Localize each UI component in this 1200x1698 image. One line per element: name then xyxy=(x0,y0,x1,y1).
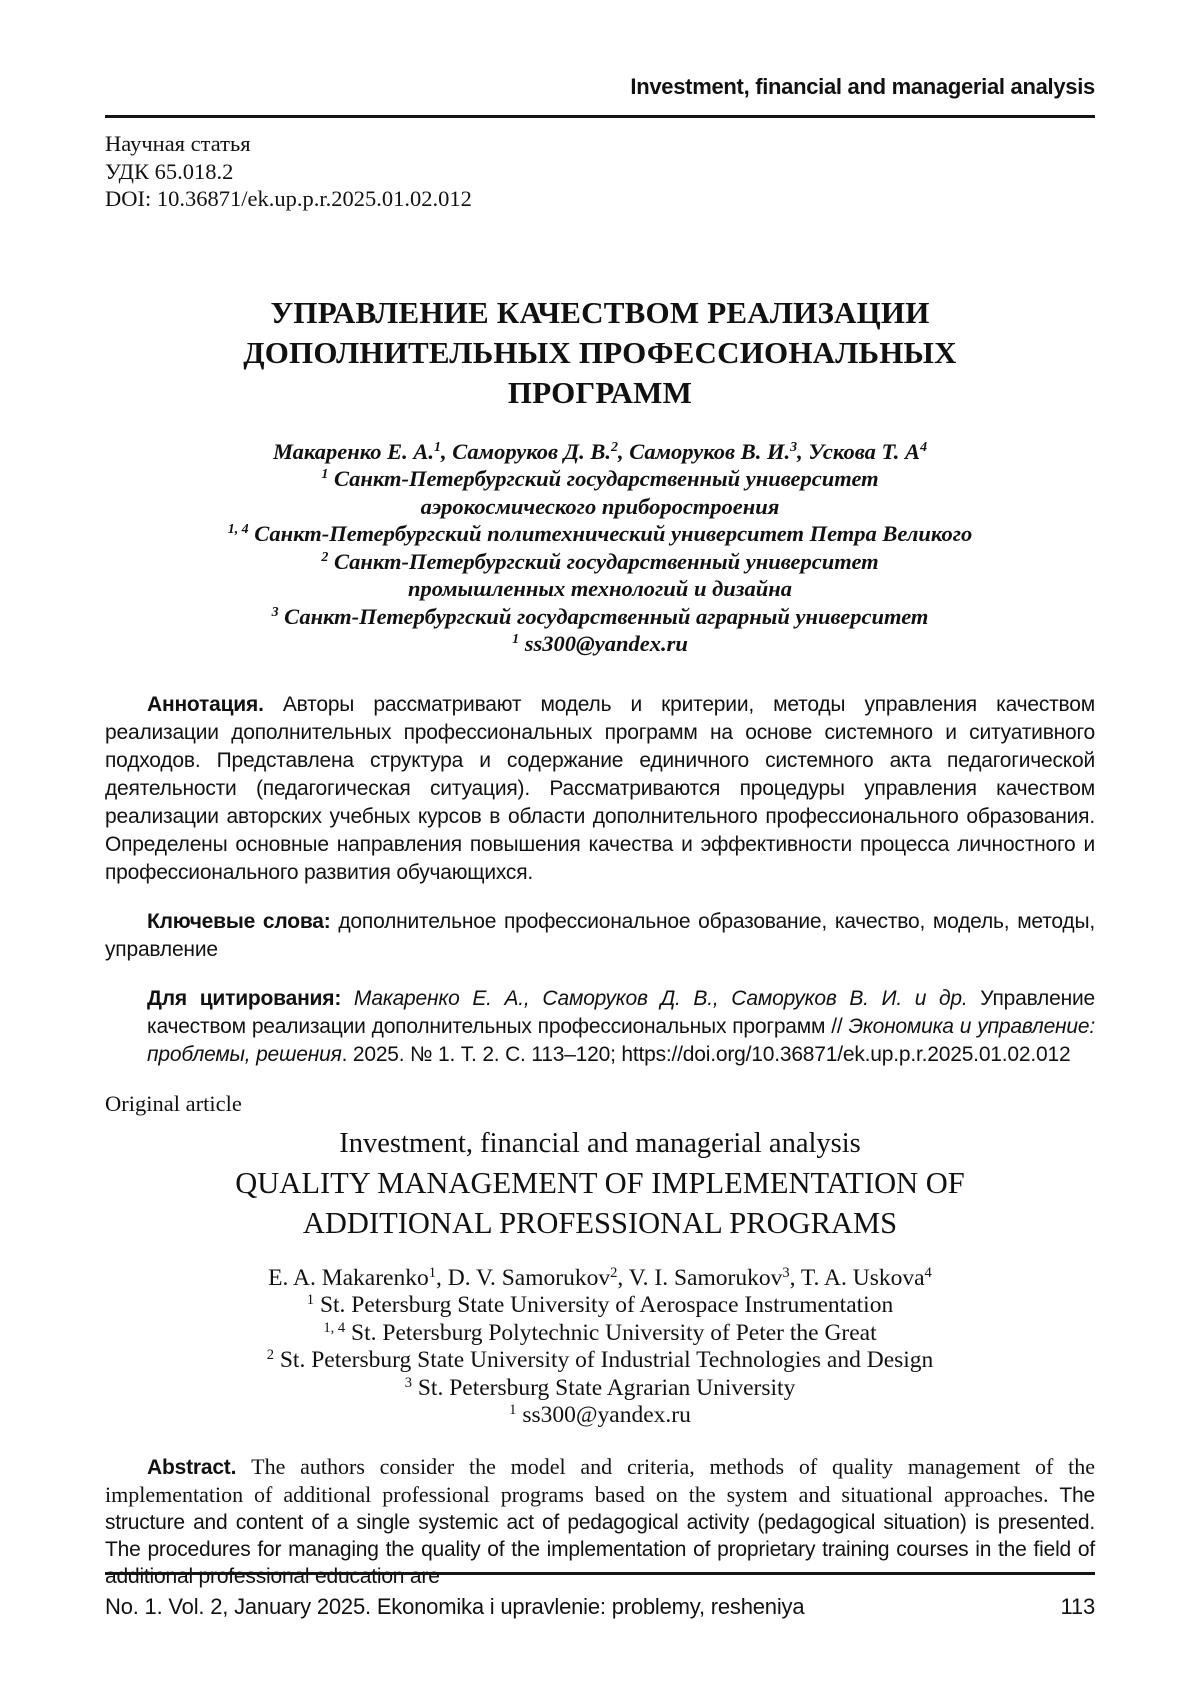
footer-rule xyxy=(105,1572,1095,1575)
en-title-line: ADDITIONAL PROFESSIONAL PROGRAMS xyxy=(302,1205,898,1240)
udc-number: УДК 65.018.2 xyxy=(105,158,234,184)
ru-affiliation: $^2$ Санкт-Петербургский государственный университет xyxy=(321,548,879,574)
en-section-heading: Investment, financial and managerial analysis xyxy=(339,1127,861,1159)
ru-author-email: $^1$ ss300@yandex.ru xyxy=(512,631,688,656)
ru-affiliation: аэрокосмического приборостроения xyxy=(420,493,780,519)
ru-affiliation: $^{1, 4}$ Санкт-Петербургский политехнический университет Петра Великого xyxy=(227,521,973,546)
en-abstract: Abstract. The authors consider the model and criteria, methods of quality management of the implementation of additional professional programs based on the system and situational approaches. The structure and content of a single systemic act of pedagogical activity (pedagogical situation) is presented. The procedures for managing the quality of the implementation of proprietary training courses in the field of additional professional education are xyxy=(105,1453,1095,1588)
ru-title-line: ПРОГРАММ xyxy=(507,374,693,410)
footer-issue-info: No. 1. Vol. 2, January 2025. Ekonomika i upravlenie: problemy, resheniya xyxy=(105,1594,805,1619)
ru-affiliation: промышленных технологий и дизайна xyxy=(407,576,793,601)
en-affiliation: $^3$ St. Petersburg State Agrarian University xyxy=(404,1374,796,1401)
running-head: Investment, financial and managerial analysis xyxy=(630,74,1095,99)
en-article-title xyxy=(105,1163,1095,1243)
ru-title-line: УПРАВЛЕНИЕ КАЧЕСТВОМ РЕАЛИЗАЦИИ xyxy=(270,294,930,330)
ru-article-title xyxy=(105,293,1095,413)
doi-number: DOI: 10.36871/ek.up.p.r.2025.01.02.012 xyxy=(105,186,472,211)
meta-block xyxy=(105,130,1095,213)
en-affiliation: $^1$ St. Petersburg State University of Aerospace Instrumentation xyxy=(306,1292,894,1318)
header-rule xyxy=(105,115,1095,118)
en-authors: E. A. Makarenko$^1$, D. V. Samorukov$^2$, V. I. Samorukov$^3$, T. A. Uskova$^4$ xyxy=(268,1264,932,1291)
en-affiliation: $^2$ St. Petersburg State University of Industrial Technologies and Design xyxy=(266,1347,934,1373)
page-content xyxy=(105,0,1095,1590)
en-affiliation: $^{1, 4}$ St. Petersburg Polytechnic University of Peter the Great xyxy=(323,1319,877,1346)
en-author-email: $^1$ ss300@yandex.ru xyxy=(509,1402,691,1428)
ru-affiliation: $^3$ Санкт-Петербургский государственный аграрный университет xyxy=(271,603,929,629)
en-authors-block xyxy=(105,1265,1095,1430)
article-type-label: Научная статья xyxy=(105,131,251,156)
ru-title-line: ДОПОЛНИТЕЛЬНЫХ ПРОФЕССИОНАЛЬНЫХ xyxy=(243,334,957,370)
en-title-line: QUALITY MANAGEMENT OF IMPLEMENTATION OF xyxy=(235,1165,965,1200)
ru-citation: Для цитирования: Макаренко Е. А., Саморуков Д. В., Саморуков В. И. и др. Управление качеством реализации дополнительных профессиональных программ // Экономика и управление: проблемы, решения. 2025. № 1. Т. 2. С. 113–120; https://doi.org/10.36871/ek.up.p.r.2025.01.02.012 xyxy=(147,986,1095,1066)
original-article-label: Original article xyxy=(105,1090,242,1116)
ru-keywords: Ключевые слова: дополнительное профессиональное образование, качество, модель, методы, управление xyxy=(105,909,1095,961)
page-number: 113 xyxy=(1060,1594,1095,1619)
ru-authors-block xyxy=(105,438,1095,658)
ru-affiliation: $^1$ Санкт-Петербургский государственный университет xyxy=(321,466,879,491)
ru-authors: Макаренко Е. А.$^1$, Саморуков Д. В.$^2$, Саморуков В. И.$^3$, Ускова Т. $А^4$ xyxy=(272,438,928,464)
page-footer xyxy=(105,1572,1095,1620)
ru-abstract: Аннотация. Авторы рассматривают модель и критерии, методы управления качеством реализации дополнительных профессиональных программ на основе системного и ситуативного подходов. Представлена структура и содержание единичного системного акта педагогической деятельности (педагогическая ситуация). Рассматриваются процедуры управления качеством реализации авторских учебных курсов в области дополнительного профессионального образования. Определены основные направления повышения качества и эффективности процесса личностного и профессионального развития обучающихся. xyxy=(105,692,1095,884)
